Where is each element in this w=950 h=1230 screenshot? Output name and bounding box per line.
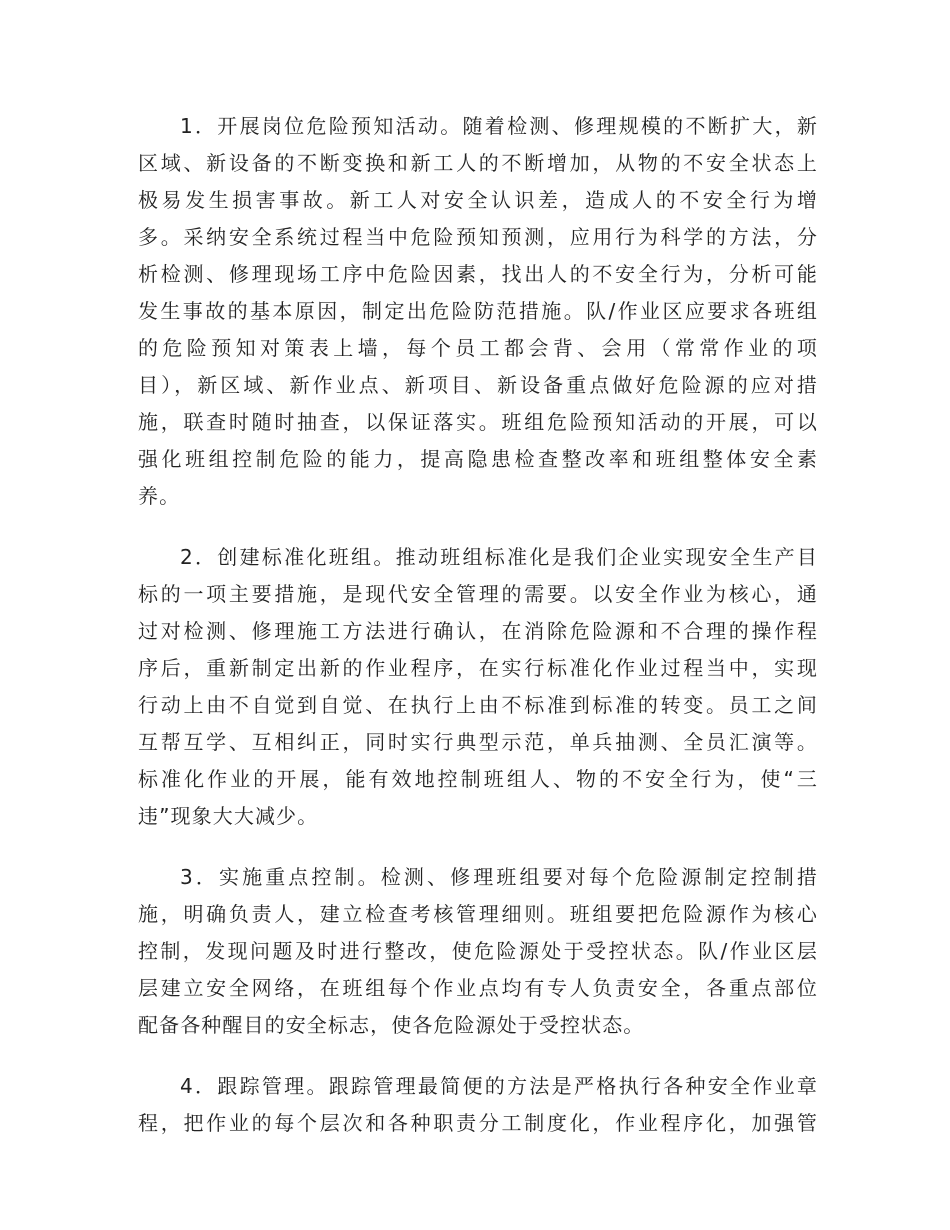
text-line: 程，把作业的每个层次和各种职责分工制度化，作业程序化，加强管 (138, 1111, 818, 1135)
text-line: 发生事故的基本原因，制定出危险防范措施。队/作业区应要求各班组 (138, 299, 818, 323)
text-line: 控制，发现问题及时进行整改，使危险源处于受控状态。队/作业区层 (138, 939, 818, 963)
text-line: 析检测、修理现场工序中危险因素，找出人的不安全行为，分析可能 (138, 262, 818, 286)
text-line: 1．开展岗位危险预知活动。随着检测、修理规模的不断扩大，新 (180, 114, 818, 138)
text-line: 2．创建标准化班组。推动班组标准化是我们企业实现安全生产目 (180, 545, 818, 569)
paragraph-tracking-management (138, 1068, 818, 1142)
text-line: 施，明确负责人，建立检查考核管理细则。班组要把危险源作为核心 (138, 902, 818, 926)
text-line: 目），新区域、新作业点、新项目、新设备重点做好危险源的应对措 (138, 373, 818, 397)
text-line: 的危险预知对策表上墙，每个员工都会背、会用（常常作业的项 (138, 336, 818, 360)
text-line: 配备各种醒目的安全标志，使各危险源处于受控状态。 (138, 1013, 645, 1037)
text-line: 序后，重新制定出新的作业程序，在实行标准化作业过程当中，实现 (138, 656, 818, 680)
text-line: 3．实施重点控制。检测、修理班组要对每个危险源制定控制措 (180, 865, 818, 889)
document-body (138, 108, 818, 1166)
text-line: 行动上由不自觉到自觉、在执行上由不标准到标准的转变。员工之间 (138, 693, 818, 717)
text-line: 多。采纳安全系统过程当中危险预知预测，应用行为科学的方法，分 (138, 225, 818, 249)
text-line: 极易发生损害事故。新工人对安全认识差，造成人的不安全行为增 (138, 188, 818, 212)
text-line: 标准化作业的开展，能有效地控制班组人、物的不安全行为，使“三 (138, 767, 818, 791)
text-line: 违”现象大大减少。 (138, 804, 319, 828)
text-line: 强化班组控制危险的能力，提高隐患检查整改率和班组整体安全素 (138, 447, 818, 471)
text-line: 施，联查时随时抽查，以保证落实。班组危险预知活动的开展，可以 (138, 410, 818, 434)
text-line: 4．跟踪管理。跟踪管理最简便的方法是严格执行各种安全作业章 (180, 1074, 818, 1098)
text-line: 层建立安全网络，在班组每个作业点均有专人负责安全，各重点部位 (138, 976, 818, 1000)
text-line: 养。 (138, 484, 181, 508)
paragraph-key-control (138, 859, 818, 1044)
text-line: 过对检测、修理施工方法进行确认，在消除危险源和不合理的操作程 (138, 619, 818, 643)
text-line: 互帮互学、互相纠正，同时实行典型示范，单兵抽测、全员汇演等。 (138, 730, 818, 754)
text-line: 区域、新设备的不断变换和新工人的不断增加，从物的不安全状态上 (138, 151, 818, 175)
text-line: 标的一项主要措施，是现代安全管理的需要。以安全作业为核心，通 (138, 582, 818, 606)
paragraph-hazard-prediction (138, 108, 818, 515)
paragraph-standardized-team (138, 539, 818, 835)
